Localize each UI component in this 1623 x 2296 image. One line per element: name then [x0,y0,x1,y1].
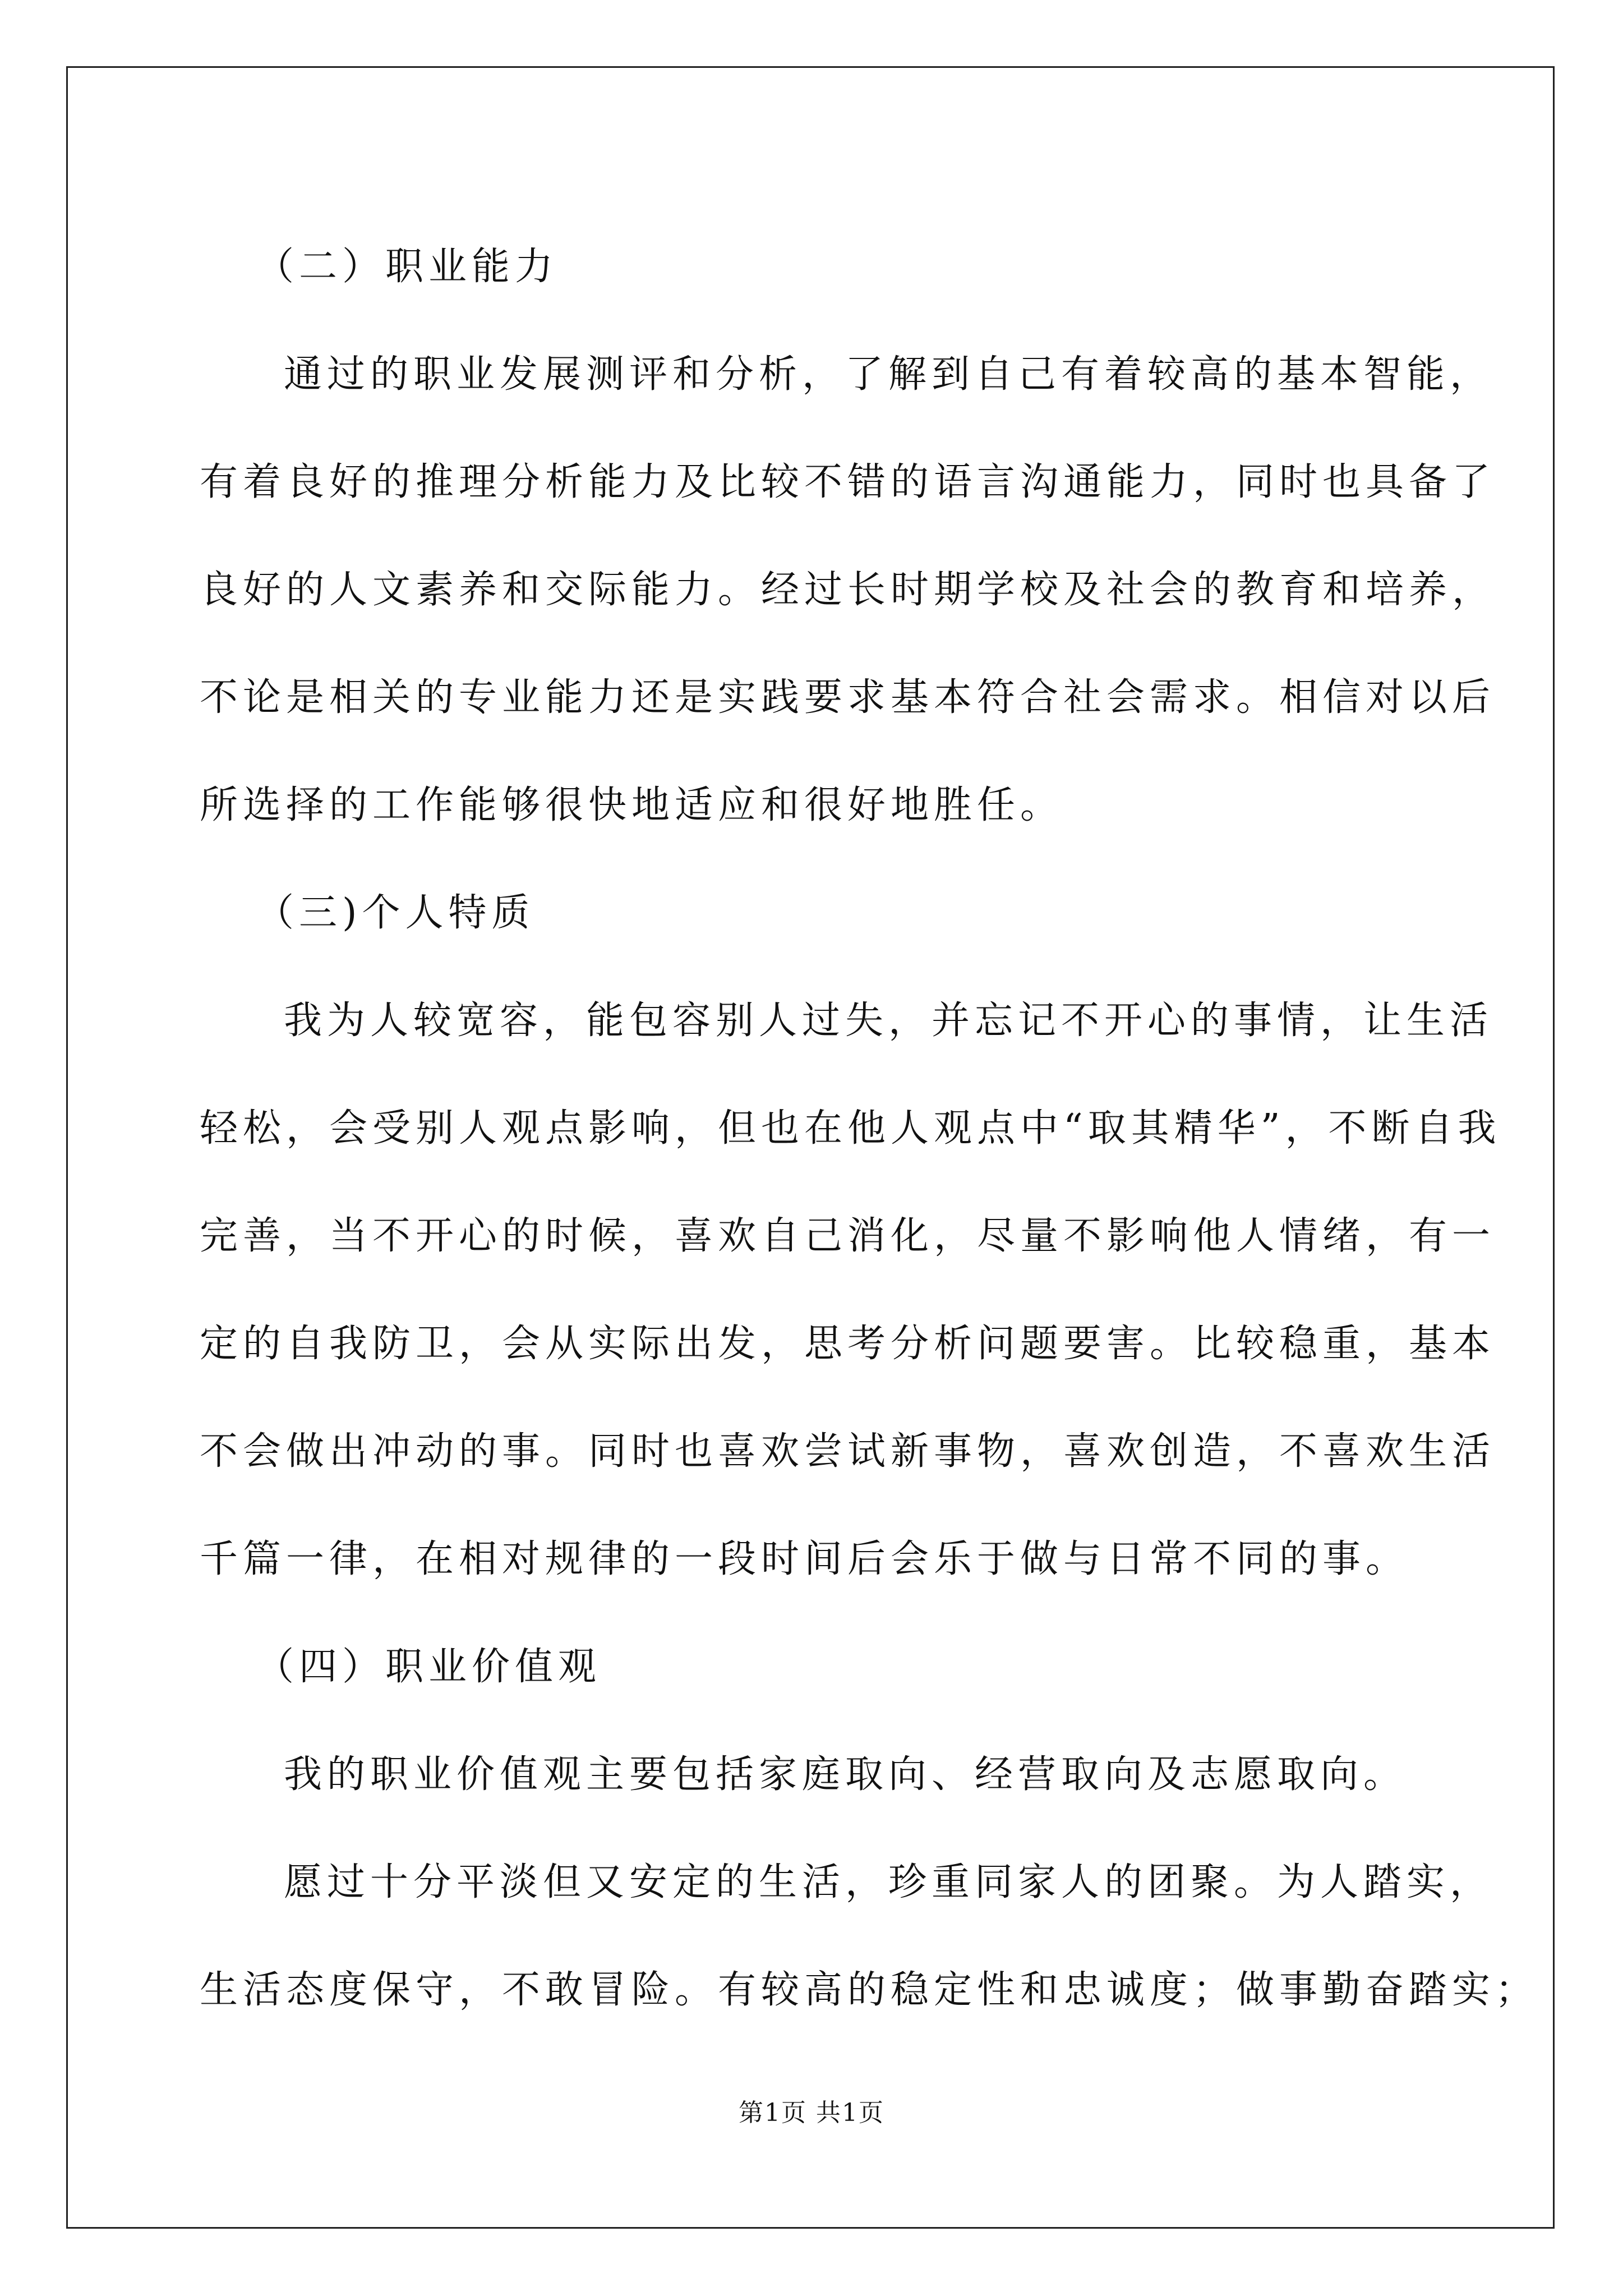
heading-text: （四）职业价值观 [256,1645,602,1689]
paragraph-line: 有着良好的推理分析能力及比较不错的语言沟通能力，同时也具备了 [200,460,1496,504]
paragraph [200,1829,1539,2044]
paragraph-line: 愿过十分平淡但又安定的生活，珍重同家人的团聚。为人踏实， [284,1860,1493,1904]
paragraph [200,321,1496,859]
section-heading [200,213,1422,321]
paragraph-line: 我的职业价值观主要包括家庭取向、经营取向及志愿取向。 [284,1752,1407,1797]
paragraph-line: 完善，当不开心的时候，喜欢自己消化，尽量不影响他人情绪，有一 [200,1214,1496,1258]
paragraph-line: 我为人较宽容，能包容别人过失，并忘记不开心的事情，让生活 [284,999,1493,1043]
paragraph-line: 不会做出冲动的事。同时也喜欢尝试新事物，喜欢创造，不喜欢生活 [200,1429,1496,1474]
paragraph-line: 生活态度保守，不敢冒险。有较高的稳定性和忠诚度；做事勤奋踏实； [200,1968,1539,2012]
heading-text: （二）职业能力 [256,245,559,289]
paragraph-line: 千篇一律，在相对规律的一段时间后会乐于做与日常不同的事。 [200,1537,1409,1581]
paragraph-line: 定的自我防卫，会从实际出发，思考分析问题要害。比较稳重，基本 [200,1322,1496,1366]
paragraph [200,1721,1422,1829]
paragraph-line: 不论是相关的专业能力还是实践要求基本符合社会需求。相信对以后 [200,675,1496,720]
heading-text: （三)个人特质 [256,891,535,935]
paragraph [200,967,1501,1613]
paragraph-line: 轻松，会受别人观点影响，但也在他人观点中“取其精华”，不断自我 [200,1106,1501,1151]
paragraph-line: 所选择的工作能够很快地适应和很好地胜任。 [200,783,1064,827]
document-body [200,213,1539,2044]
paragraph-line: 良好的人文素养和交际能力。经过长时期学校及社会的教育和培养， [200,568,1496,612]
paragraph-line: 通过的职业发展测评和分析，了解到自己有着较高的基本智能， [284,352,1493,397]
page-footer: 第1页 共1页 [739,2099,884,2127]
section-heading [200,1613,1422,1721]
section-heading [200,859,1422,967]
